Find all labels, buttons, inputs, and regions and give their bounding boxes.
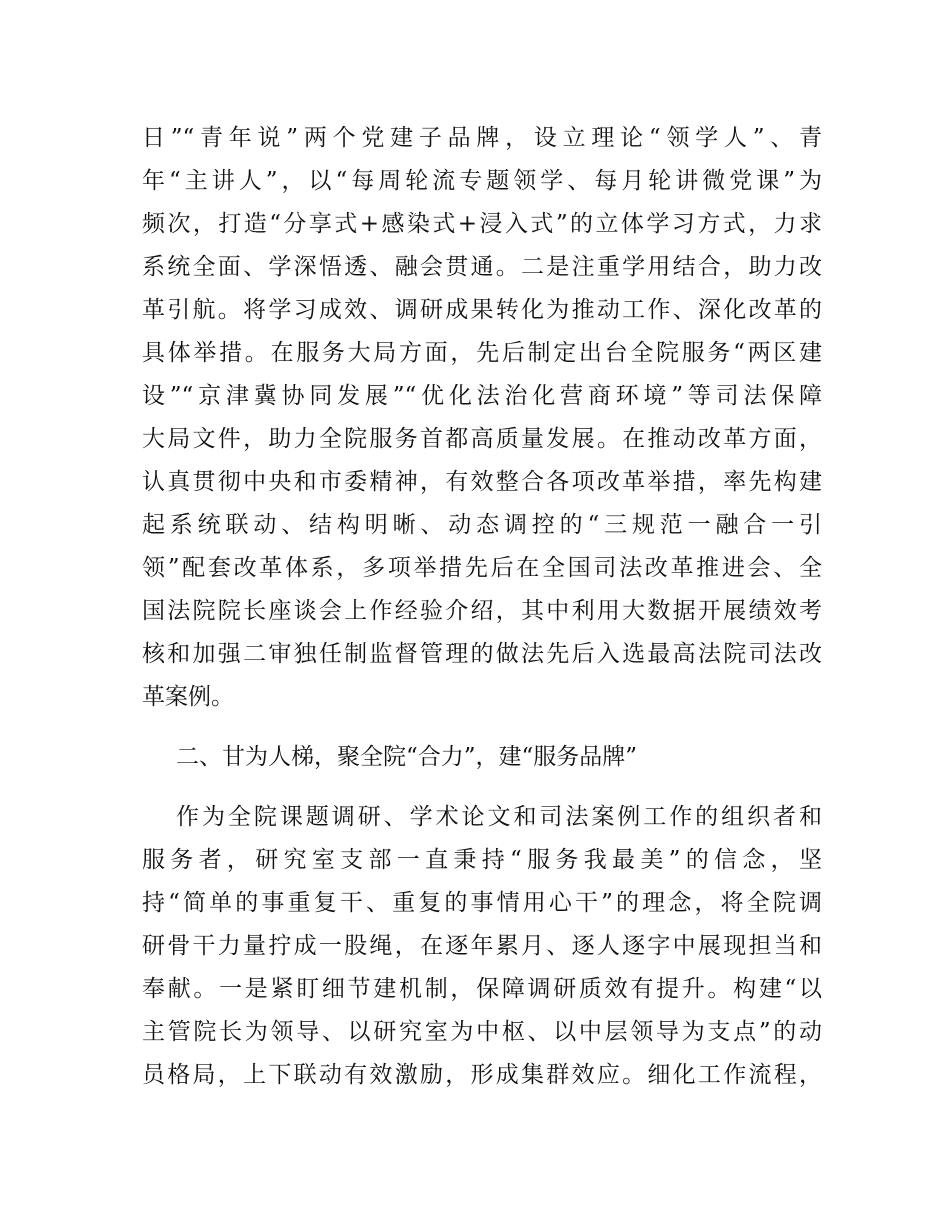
paragraph-line: 日”“青年说”两个党建子品牌，设立理论“领学人”、青 xyxy=(142,125,822,151)
paragraph-line: 革引航。将学习成效、调研成果转化为推动工作、深化改革的 xyxy=(142,297,822,323)
section-heading: 二、甘为人梯，聚全院“合力”，建“服务品牌” xyxy=(176,744,638,770)
paragraph-line: 服务者，研究室支部一直秉持“服务我最美”的信念，坚 xyxy=(142,847,822,873)
paragraph-line: 作为全院课题调研、学术论文和司法案例工作的组织者和 xyxy=(176,804,822,830)
paragraph-line: 频次，打造“分享式+感染式+浸入式”的立体学习方式，力求 xyxy=(142,211,822,237)
paragraph-line: 持“简单的事重复干、重复的事情用心干”的理念，将全院调 xyxy=(142,890,822,916)
paragraph-line: 核和加强二审独任制监督管理的做法先后入选最高法院司法改 xyxy=(142,641,822,667)
paragraph-line: 研骨干力量拧成一股绳，在逐年累月、逐人逐字中展现担当和 xyxy=(142,933,822,959)
paragraph-line: 奉献。一是紧盯细节建机制，保障调研质效有提升。构建“以 xyxy=(142,976,822,1002)
paragraph-line: 认真贯彻中央和市委精神，有效整合各项改革举措，率先构建 xyxy=(142,469,822,495)
paragraph-line: 年“主讲人”，以“每周轮流专题领学、每月轮讲微党课”为 xyxy=(142,168,822,194)
paragraph-line: 大局文件，助力全院服务首都高质量发展。在推动改革方面， xyxy=(142,426,822,452)
paragraph-line: 员格局，上下联动有效激励，形成集群效应。细化工作流程， xyxy=(142,1062,822,1088)
paragraph-line: 系统全面、学深悟透、融会贯通。二是注重学用结合，助力改 xyxy=(142,254,822,280)
paragraph-line: 设”“京津冀协同发展”“优化法治化营商环境”等司法保障 xyxy=(142,383,822,409)
paragraph-line: 国法院院长座谈会上作经验介绍，其中利用大数据开展绩效考 xyxy=(142,598,822,624)
paragraph-line: 主管院长为领导、以研究室为中枢、以中层领导为支点”的动 xyxy=(142,1019,822,1045)
paragraph-line: 领”配套改革体系，多项举措先后在全国司法改革推进会、全 xyxy=(142,555,822,581)
paragraph-line: 起系统联动、结构明晰、动态调控的“三规范一融合一引 xyxy=(142,512,822,538)
paragraph-line: 具体举措。在服务大局方面，先后制定出台全院服务“两区建 xyxy=(142,340,822,366)
paragraph-line: 革案例。 xyxy=(142,684,234,710)
